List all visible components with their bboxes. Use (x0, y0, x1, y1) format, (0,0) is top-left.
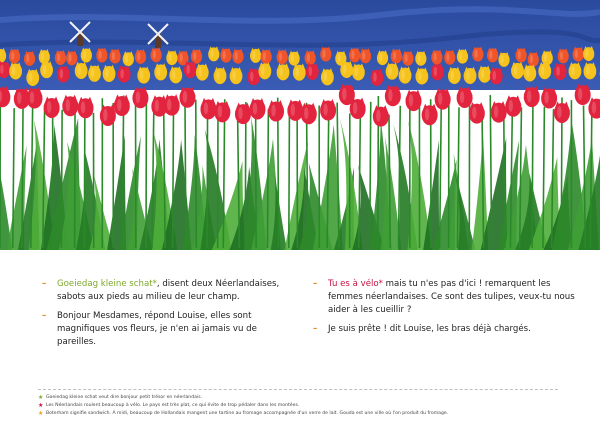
tulip-icon (538, 62, 551, 79)
tulip-icon (320, 99, 336, 121)
dash-marker: – (313, 324, 318, 334)
tulip-icon (235, 103, 251, 125)
tulip-icon (268, 100, 284, 122)
footnote-item (38, 394, 578, 402)
tulip-icon (478, 66, 491, 83)
tulip-icon (320, 46, 331, 61)
tulip-icon (135, 49, 146, 64)
tulip-icon (554, 101, 570, 123)
tulip-icon (371, 69, 384, 86)
tulip-icon (88, 65, 101, 82)
tulip-icon (469, 102, 485, 124)
tulip-icon (385, 85, 401, 107)
tulip-icon (487, 47, 498, 62)
tulip-icon (66, 50, 77, 65)
tulip-icon (287, 99, 303, 121)
tulip-icon (490, 67, 503, 84)
dialogue-paragraph (313, 278, 575, 317)
tulip-icon (109, 49, 120, 64)
tulip-icon (431, 63, 444, 80)
footnote-item (38, 410, 578, 418)
star-icon: ★ (38, 410, 44, 417)
stem (61, 110, 62, 248)
stem (532, 102, 533, 248)
tulip-icon (184, 61, 197, 78)
tulip-icon (137, 66, 150, 83)
stem (245, 102, 246, 248)
tulip-icon (360, 48, 371, 63)
tulip-icon (406, 90, 422, 112)
tulip-icon (505, 95, 521, 117)
tulip-icon (391, 48, 402, 63)
stem (173, 106, 174, 248)
footnote-text: Goeiedag kleine schat veut dire bonjour petit trésor en néerlandais. (46, 395, 203, 400)
paragraph-text: Je suis prête ! dit Louise, les bras déjà chargés. (328, 324, 531, 334)
dialogue-paragraph (42, 278, 290, 304)
stem (267, 109, 268, 248)
tulip-icon (200, 98, 216, 120)
tulip-icon (39, 49, 50, 64)
stem (196, 100, 197, 248)
stem (53, 99, 54, 248)
tulip-icon (230, 67, 243, 84)
tulip-icon (250, 48, 261, 63)
tulip-icon (26, 87, 42, 109)
tulip-icon (288, 51, 299, 66)
tulip-icon (524, 86, 540, 108)
stem (289, 107, 290, 248)
tulip-icon (24, 51, 35, 66)
tulip-icon (301, 103, 317, 125)
tulip-icon (464, 67, 477, 84)
tulip-icon (179, 86, 195, 108)
tulip-icon (123, 51, 134, 66)
tulip-icon (9, 62, 22, 79)
stem (504, 112, 505, 248)
tulip-icon (431, 49, 442, 64)
tulip-icon (9, 48, 20, 63)
tulip-icon (516, 47, 527, 62)
tulip-icon (62, 95, 78, 117)
tulip-icon (350, 98, 366, 120)
stem (84, 99, 85, 248)
tulip-icon (247, 68, 260, 85)
tulip-icon (528, 52, 539, 67)
paragraph-text: , disent deux Néerlandaises, sabots aux pieds au milieu de leur champ. (57, 279, 280, 302)
tulip-icon (277, 49, 288, 64)
tulip-icon (448, 67, 461, 84)
tulip-icon (118, 65, 131, 82)
tulip-icon (377, 50, 388, 65)
tulip-icon (444, 50, 455, 65)
tulip-icon (169, 66, 182, 83)
tulip-icon (569, 62, 582, 79)
tulip-icon (150, 47, 161, 62)
tulip-icon (399, 66, 412, 83)
tulip-icon (340, 61, 353, 78)
tulip-icon (415, 67, 428, 84)
dutch-greeting: Goeiedag kleine schat* (57, 279, 157, 289)
tulip-icon (44, 96, 60, 118)
tulip-icon (232, 49, 243, 64)
tulip-icon (75, 62, 88, 79)
tulip-icon (415, 51, 426, 66)
paragraph-text: mais tu n'es pas d'ici ! remarquent les femmes néerlandaises. Ce sont des tulipes, veux-tu nous aider à les cueillir ? (328, 279, 575, 315)
tulip-icon (541, 87, 557, 109)
tulip-icon (573, 47, 584, 62)
tulip-icon (258, 62, 271, 79)
dash-marker: – (42, 311, 47, 321)
tulip-icon (422, 104, 438, 126)
tulip-icon (305, 50, 316, 65)
tulip-icon (558, 48, 569, 63)
dialogue-paragraph (42, 310, 290, 349)
tulip-icon (154, 63, 167, 80)
tulip-icon (132, 87, 148, 109)
tulip-icon (472, 46, 483, 61)
tulip-icon (277, 63, 290, 80)
tulip-icon (321, 68, 334, 85)
tulip-icon (373, 105, 389, 127)
tulip-icon (542, 50, 553, 65)
tulip-icon (40, 61, 53, 78)
tulip-icon (166, 50, 177, 65)
tulip-icon (103, 65, 116, 82)
tulip-icon (457, 86, 473, 108)
tulip-icon (435, 88, 451, 110)
stem (370, 102, 371, 248)
tulip-icon (386, 62, 399, 79)
tulip-icon (575, 84, 591, 106)
dialogue-paragraph (313, 323, 575, 336)
tulip-icon (26, 69, 39, 86)
paragraph-text: Bonjour Mesdames, répond Louise, elles sont magnifiques vos fleurs, je n'en ai jamais vu de pareilles. (57, 311, 257, 347)
stem (185, 100, 186, 248)
tulip-icon (81, 47, 92, 62)
tulip-icon (306, 63, 319, 80)
tulip-icon (96, 47, 107, 62)
tulip-icon (100, 104, 116, 126)
footnote-item (38, 402, 578, 410)
tulip-icon (523, 64, 536, 81)
footnote-text: Les Néerlandais roulent beaucoup à vélo. Le pays est très plat, ce qui évite de trop pédaler dans les montées. (46, 403, 300, 408)
tulip-icon (583, 62, 596, 79)
bike-remark: Tu es à vélo* (328, 279, 383, 289)
footnotes (38, 394, 578, 418)
tulip-icon (491, 101, 507, 123)
tulip-icon (498, 52, 509, 67)
tulip-icon (114, 95, 130, 117)
dash-marker: – (42, 279, 47, 289)
tulip-icon (352, 63, 365, 80)
tulip-icon (191, 49, 202, 64)
tulip-icon (261, 49, 272, 64)
tulip-icon (293, 64, 306, 81)
tulip-icon (249, 98, 265, 120)
tulip-icon (196, 63, 209, 80)
footnote-divider (38, 389, 558, 390)
tulip-icon (214, 67, 227, 84)
footnote-text: Boterham signifie sandwich. A midi, beaucoup de Hollandais mangent une tartine au fromage accompagnée d'un verre de lait. Gouda est une ville où l'on produit du fromage. (46, 411, 449, 416)
tulip-icon (164, 94, 180, 116)
tulip-icon (457, 49, 468, 64)
right-text-column (313, 278, 575, 342)
tulip-icon (78, 97, 94, 119)
dash-marker: – (313, 279, 318, 289)
tulip-icon (583, 46, 594, 61)
tulip-icon (55, 50, 66, 65)
tulip-icon (511, 62, 524, 79)
star-icon: ★ (38, 394, 44, 401)
tulip-icon (208, 46, 219, 61)
tulip-icon (214, 101, 230, 123)
tulip-icon (402, 51, 413, 66)
tulip-icon (349, 47, 360, 62)
tulip-icon (57, 65, 70, 82)
star-icon: ★ (38, 402, 44, 409)
tulip-icon (554, 63, 567, 80)
left-text-column (42, 278, 290, 355)
tulip-icon (220, 48, 231, 63)
